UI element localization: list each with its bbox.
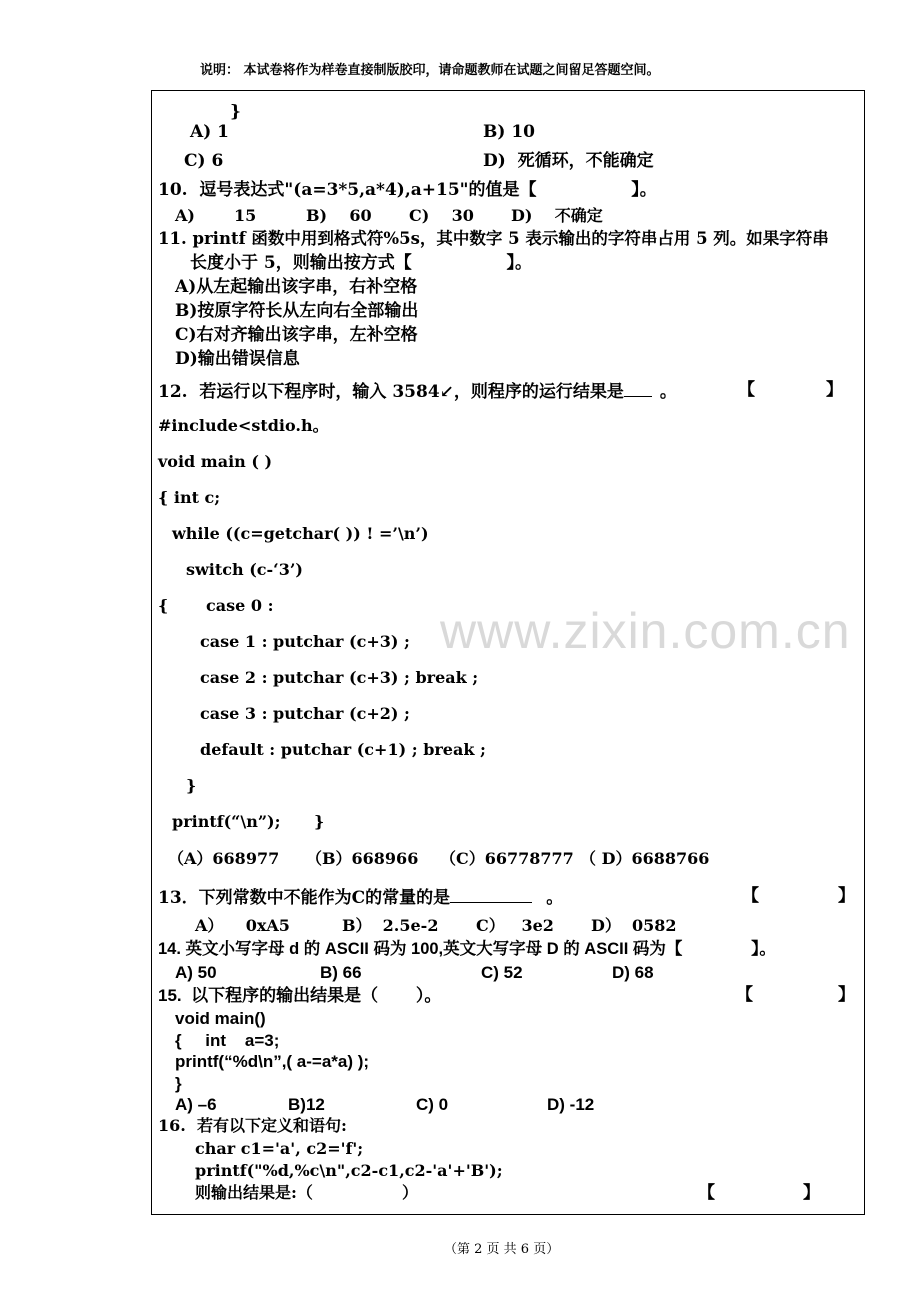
q12-code-line: printf(“\n”); }	[172, 812, 325, 831]
q16-bracket-close: 】	[803, 1183, 820, 1203]
q12-code-line: while ((c=getchar( )) ! =’\n’)	[172, 524, 429, 543]
q11-option-d: D)输出错误信息	[175, 349, 300, 369]
q12-code-line: {	[158, 596, 169, 615]
prev-option-c: C) 6	[184, 151, 224, 171]
q15-option-c: C) 0	[416, 1095, 449, 1114]
q13-bracket-close: 】	[838, 886, 855, 906]
q14-option-c: C) 52	[481, 963, 523, 982]
q13-option-c: C） 3e2	[476, 916, 554, 935]
q13-option-b: B） 2.5e-2	[342, 916, 439, 935]
q16-bracket-open: 【	[698, 1183, 715, 1203]
q10-option-b: B) 60	[306, 206, 372, 225]
q15-code-line: printf(“%d\n”,( a-=a*a) );	[175, 1052, 370, 1071]
prev-option-b: B) 10	[483, 122, 535, 142]
q13-text: 13．下列常数中不能作为C的常量的是 。	[158, 888, 564, 908]
watermark: www.zixin.com.cn	[440, 603, 851, 659]
q13-bracket-open: 【	[742, 886, 759, 906]
q12-option-b: （B）668966	[306, 849, 419, 868]
q15-option-d: D) -12	[547, 1095, 595, 1114]
q13-option-a: A） 0xA5	[195, 916, 290, 935]
q12-bracket-open: 【	[738, 380, 755, 400]
q12-code-line: }	[186, 776, 197, 795]
q15-option-b: B)12	[288, 1095, 325, 1114]
q12-code-line: #include<stdio.h。	[158, 416, 329, 435]
header-note: 说明： 本试卷将作为样卷直接制版胶印，请命题教师在试题之间留足答题空间。	[200, 63, 660, 78]
prev-option-d: D) 死循环，不能确定	[483, 151, 654, 171]
q14-option-a: A) 50	[175, 963, 217, 982]
q14-option-b: B) 66	[320, 963, 362, 982]
prev-option-a: A) 1	[190, 122, 229, 142]
q13-answer-blank	[450, 888, 532, 903]
q16-code-line: char c1='a', c2='f';	[195, 1139, 364, 1158]
page-footer: （第 2 页 共 6 页）	[444, 1242, 560, 1257]
q16-text: 16. 若有以下定义和语句:	[158, 1116, 347, 1135]
q11-option-c: C)右对齐输出该字串，左补空格	[175, 325, 418, 345]
q13-option-d: D） 0582	[591, 916, 677, 935]
q15-code-line: void main()	[175, 1009, 266, 1028]
q12-code-line: switch (c-‘3’)	[186, 560, 303, 579]
q11-line2: 长度小于 5，则输出按方式【 】。	[190, 253, 532, 273]
q12-option-c: （C）66778777	[440, 849, 574, 868]
q12-option-d: （ D）6688766	[580, 849, 710, 868]
q15-code-line: { int a=3;	[175, 1031, 280, 1050]
q10-option-d: D) 不确定	[511, 206, 603, 225]
prev-closing-brace: }	[230, 102, 241, 122]
q11-option-a: A)从左起输出该字串，右补空格	[175, 277, 418, 297]
q12-code-line: case 1 : putchar (c+3) ;	[200, 632, 410, 651]
q12-code-line: void main ( )	[158, 452, 273, 471]
q12-bracket-close: 】	[826, 380, 843, 400]
q15-bracket-close: 】	[838, 985, 855, 1005]
q12-code-line: { int c;	[158, 488, 221, 507]
q15-bracket-open: 【	[736, 985, 753, 1005]
q12-option-a: （A）668977	[168, 849, 280, 868]
q10-option-c: C) 30	[409, 206, 474, 225]
q16-code-line: printf("%d,%c\n",c2-c1,c2-'a'+'B');	[195, 1161, 503, 1180]
q11-option-b: B)按原字符长从左向右全部输出	[175, 301, 419, 321]
q11-line1: 11. printf 函数中用到格式符%5s，其中数字 5 表示输出的字符串占用 5 列。如果字符串	[158, 229, 829, 248]
q12-code-line: default : putchar (c+1) ; break ;	[200, 740, 486, 759]
q12-code-line: case 2 : putchar (c+3) ; break ;	[200, 668, 479, 687]
q14-text: 14. 英文小写字母 d 的 ASCII 码为 100,英文大写字母 D 的 ASCII 码为【 】。	[158, 940, 776, 958]
q12-answer-blank	[624, 382, 652, 397]
q15-option-a: A) –6	[175, 1095, 217, 1114]
q16-result-text: 则输出结果是:（ ）	[195, 1183, 419, 1202]
q15-code-line: }	[175, 1074, 182, 1093]
q12-code-line: case 3 : putchar (c+2) ;	[200, 704, 410, 723]
q15-text: 15. 以下程序的输出结果是（ ）。	[158, 986, 442, 1005]
q10-option-a: A) 15	[175, 206, 257, 225]
q14-option-d: D) 68	[612, 963, 654, 982]
q12-code-line: case 0 :	[206, 596, 274, 615]
q10-text: 10. 逗号表达式"(a=3*5,a*4),a+15"的值是【 】。	[158, 180, 657, 200]
q12-text: 12. 若运行以下程序时，输入 3584↙，则程序的运行结果是 。	[158, 382, 677, 402]
